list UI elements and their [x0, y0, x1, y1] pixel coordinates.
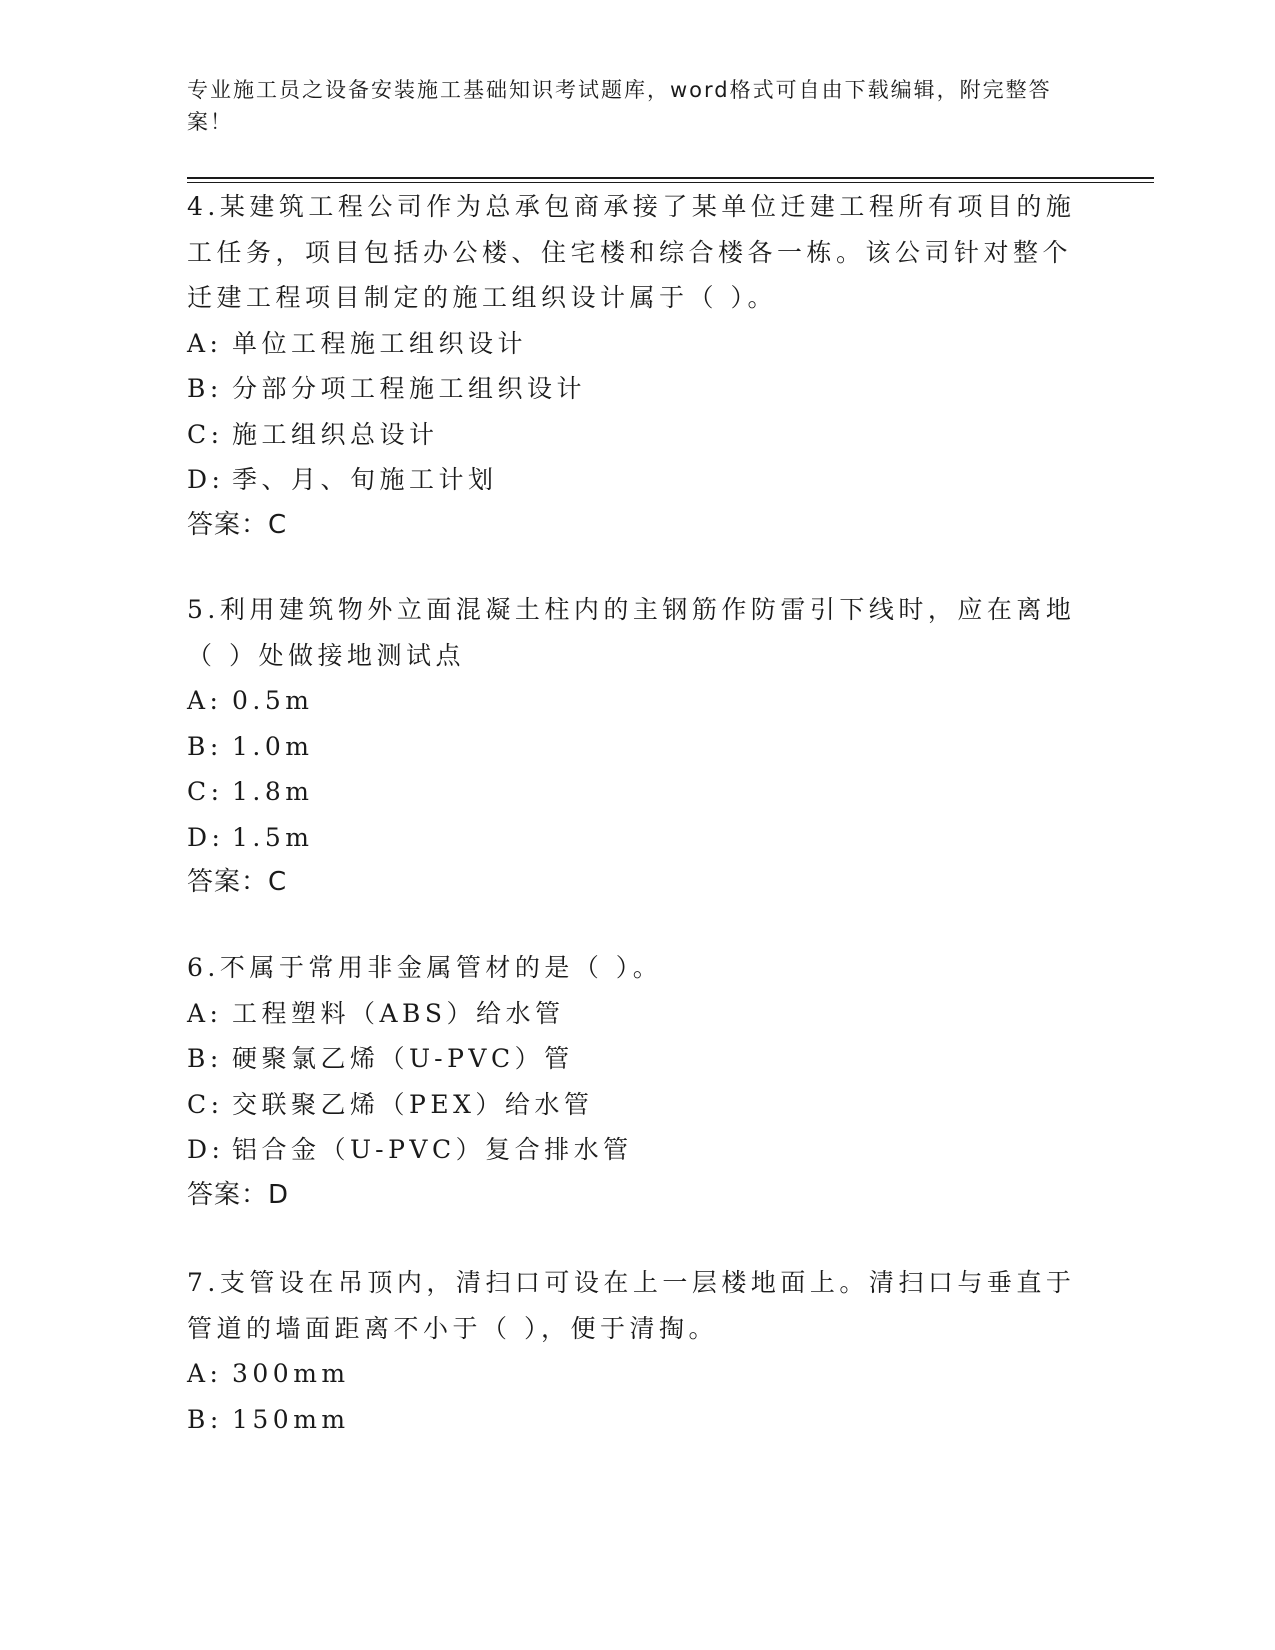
question-7 [187, 1260, 1077, 1442]
option-letter: B: [187, 1044, 223, 1073]
option-text: 硬聚氯乙烯（U-PVC）管 [232, 1044, 574, 1073]
option-c [187, 412, 1077, 458]
option-letter: B: [187, 374, 223, 403]
option-letter: C: [187, 1089, 224, 1119]
question-6 [187, 945, 1077, 1218]
option-d [187, 815, 1077, 861]
question-4 [187, 184, 1077, 548]
option-text: 1.5m [232, 822, 314, 852]
option-text: 施工组织总设计 [232, 419, 439, 449]
option-text: 季、月、旬施工计划 [232, 465, 498, 494]
option-text: 工程塑料（ABS）给水管 [232, 998, 565, 1028]
answer-line: 答案：C [187, 867, 288, 897]
option-a [187, 1351, 1077, 1397]
option-text: 交联聚乙烯（PEX）给水管 [232, 1089, 594, 1119]
option-c [187, 1082, 1077, 1128]
option-letter: D: [187, 1135, 225, 1164]
option-a [187, 991, 1077, 1037]
option-letter: D: [187, 822, 225, 852]
option-a [187, 678, 1077, 724]
answer-line: 答案：D [187, 1179, 290, 1210]
option-letter: A: [187, 1359, 223, 1388]
option-d [187, 457, 1077, 503]
option-letter: A: [187, 998, 223, 1028]
option-text: 铝合金（U-PVC）复合排水管 [232, 1135, 633, 1164]
option-text: 0.5m [232, 686, 314, 715]
option-letter: C: [187, 419, 224, 449]
option-text: 1.0m [232, 731, 314, 761]
option-text: 150mm [232, 1404, 350, 1434]
option-letter: A: [187, 328, 223, 358]
option-c [187, 769, 1077, 815]
option-text: 1.8m [232, 777, 314, 806]
option-letter: A: [187, 686, 223, 715]
option-text: 单位工程施工组织设计 [232, 328, 528, 358]
option-letter: B: [187, 1404, 223, 1434]
option-letter: D: [187, 465, 225, 494]
question-stem: 6.不属于常用非金属管材的是（ ）。 [187, 953, 663, 982]
question-stem: 4.某建筑工程公司作为总承包商承接了某单位迁建工程所有项目的施工任务，项目包括办公楼、住宅楼和综合楼各一栋。该公司针对整个迁建工程项目制定的施工组织设计属于（ ）。 [187, 192, 1076, 312]
option-letter: B: [187, 731, 223, 761]
header-rule-thick [187, 177, 1154, 179]
header-rule-thin [187, 182, 1154, 183]
option-letter: C: [187, 777, 224, 806]
option-text: 300mm [232, 1359, 350, 1388]
question-stem: 5.利用建筑物外立面混凝土柱内的主钢筋作防雷引下线时，应在离地（ ）处做接地测试点 [187, 595, 1076, 670]
option-d [187, 1127, 1077, 1173]
answer-line: 答案：C [187, 509, 288, 540]
option-a [187, 321, 1077, 367]
question-stem: 7.支管设在吊顶内，清扫口可设在上一层楼地面上。清扫口与垂直于管道的墙面距离不小于（ ），便于清掏。 [187, 1268, 1076, 1343]
option-b [187, 1397, 1077, 1443]
option-text: 分部分项工程施工组织设计 [232, 374, 587, 403]
option-b [187, 1036, 1077, 1082]
option-b [187, 724, 1077, 770]
question-5 [187, 587, 1077, 906]
option-b [187, 366, 1077, 412]
document-header: 专业施工员之设备安装施工基础知识考试题库，word格式可自由下载编辑，附完整答案！ [187, 78, 1052, 134]
